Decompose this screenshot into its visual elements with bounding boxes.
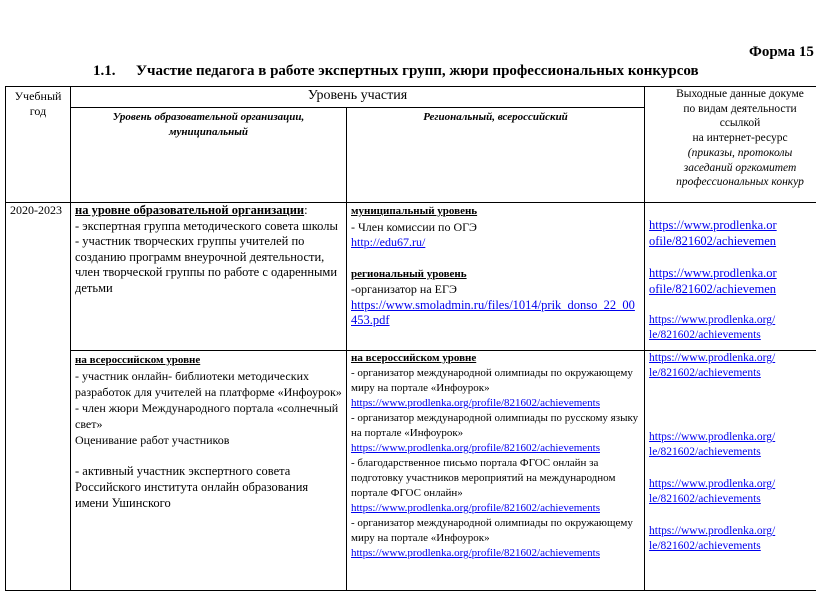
table-row <box>6 203 816 351</box>
participation-table <box>5 86 816 591</box>
list-item: -организатор на ЕГЭ <box>351 282 457 296</box>
list-item: Оценивание работ участников <box>75 433 229 447</box>
link[interactable]: https://www.prodlenka.org/ le/821602/achievements <box>649 477 816 506</box>
link[interactable]: https://www.prodlenka.org/profile/821602/achievements <box>351 397 600 409</box>
list-item: - участник онлайн- библиотеки методических разработок для учителей на платформе «Инфоурок» <box>75 369 342 399</box>
link[interactable]: http://edu67.ru/ <box>351 235 425 249</box>
link[interactable]: https://www.prodlenka.org/profile/821602/achievements <box>351 442 600 454</box>
section-heading <box>93 63 699 80</box>
output-cell <box>645 203 816 351</box>
link[interactable]: https://www.smoladmin.ru/files/1014/prik_donso_22_00453.pdf <box>351 298 635 328</box>
list-item: - организатор международной олимпиады по окружающему миру на портале «Инфоурок» <box>351 517 633 544</box>
level-label: региональный уровень <box>351 268 467 280</box>
link[interactable]: https://www.prodlenka.or ofile/821602/achievemen <box>649 217 816 249</box>
list-item: - организатор международной олимпиады по окружающему миру на портале «Инфоурок» <box>351 367 633 394</box>
section-number: 1.1. <box>93 63 136 80</box>
level-label: на всероссийском уровне <box>351 352 476 364</box>
header-year: Учебный год <box>6 87 71 203</box>
link[interactable]: https://www.prodlenka.org/profile/821602/achievements <box>351 502 600 514</box>
year-cell: 2020-2023 <box>6 203 71 591</box>
list-item: - благодарственное письмо портала ФГОС онлайн за подготовку участников мероприятий на международном портале ФГОС онлайн» <box>351 457 615 499</box>
list-item: - активный участник экспертного совета Российского института онлайн образования имени Ушинского <box>75 464 308 510</box>
section-title: Участие педагога в работе экспертных групп, жюри профессиональных конкурсов <box>136 63 699 79</box>
subheader-regional-level: Региональный, всероссийский <box>347 108 645 203</box>
list-item: - организатор международной олимпиады по русскому языку на портале «Инфоурок» <box>351 412 638 439</box>
level-label: муниципальный уровень <box>351 205 477 217</box>
link[interactable]: https://www.prodlenka.org/ le/821602/achievements <box>649 351 816 380</box>
org-level-cell: на уровне образовательной организации: - экспертная группа методического совета школы - участник творческих группы учителей по созданию программ внеурочной деятельности, член творческой группы по работе с одаренными детьми <box>71 203 347 351</box>
link[interactable]: https://www.prodlenka.org/ le/821602/achievements <box>649 524 816 553</box>
list-item: - Член комиссии по ОГЭ <box>351 220 477 234</box>
org-level-cell <box>71 351 347 591</box>
subheader-org-level: Уровень образовательной организации, муниципальный <box>71 108 347 203</box>
link[interactable]: https://www.prodlenka.org/ le/821602/achievements <box>649 313 816 342</box>
level-label: на всероссийском уровне <box>75 354 200 366</box>
header-output: Выходные данные докуме по видам деятельности ссылкой на интернет-ресурс (приказы, протоколы заседаний оргкомитет профессиональных конкур <box>645 87 816 203</box>
table-row <box>6 351 816 591</box>
link[interactable]: https://www.prodlenka.org/ le/821602/achievements <box>649 430 816 459</box>
list-item: - экспертная группа методического совета школы <box>75 219 338 233</box>
link[interactable]: https://www.prodlenka.or ofile/821602/achievemen <box>649 265 816 297</box>
list-item: - участник творческих группы учителей по созданию программ внеурочной деятельности, член творческой группы по работе с одаренными детьми <box>75 234 337 295</box>
form-label: Форма 15 <box>749 44 814 61</box>
link[interactable]: https://www.prodlenka.org/profile/821602/achievements <box>351 547 600 559</box>
regional-level-cell <box>347 203 645 351</box>
list-item: - член жюри Международного портала «солнечный свет» <box>75 401 338 431</box>
regional-level-cell <box>347 351 645 591</box>
level-label: на уровне образовательной организации <box>75 203 304 217</box>
output-cell <box>645 351 816 591</box>
header-level: Уровень участия <box>71 87 645 108</box>
